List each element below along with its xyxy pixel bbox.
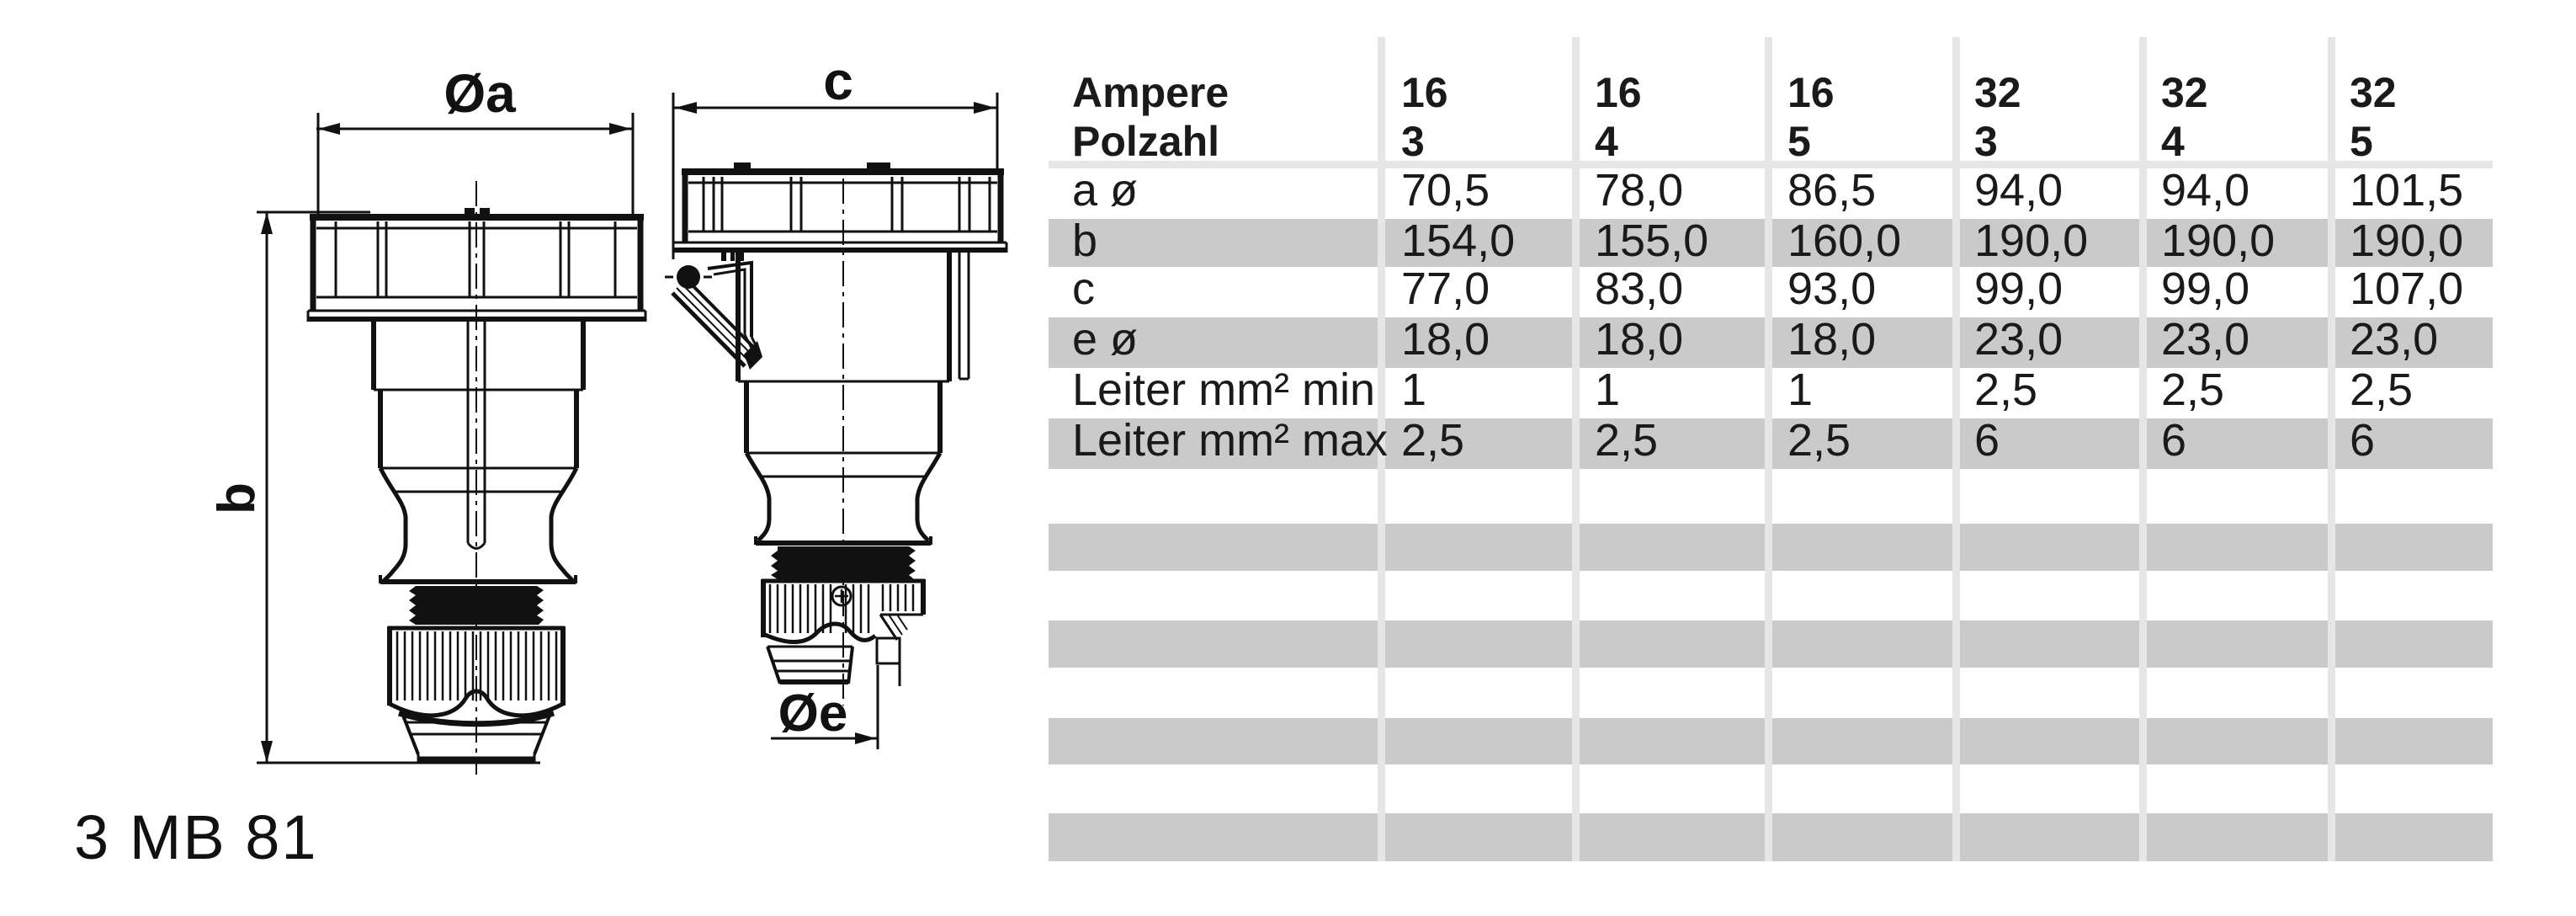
arrow-right-icon — [855, 732, 876, 744]
side-view — [665, 93, 1006, 749]
table-cell: 2,5 — [2350, 365, 2414, 415]
arrow-down-icon — [261, 741, 273, 763]
front-view — [257, 113, 645, 775]
row-label: a ø — [1072, 165, 1139, 216]
header-value: 4 — [2161, 118, 2185, 165]
arrow-up-icon — [261, 212, 273, 234]
table-cell: 70,5 — [1401, 165, 1490, 216]
table-cell: 6 — [2350, 415, 2376, 466]
table-cell: 23,0 — [2350, 314, 2439, 365]
table-cell: 1 — [1401, 365, 1427, 415]
header-value: 4 — [1595, 118, 1618, 165]
table-cell: 94,0 — [1974, 165, 2063, 216]
header-value: 32 — [2161, 69, 2208, 116]
part-number: 3 MB 81 — [74, 802, 318, 872]
header-value: 5 — [2350, 118, 2373, 165]
row-label: b — [1072, 216, 1098, 266]
header-value: 16 — [1595, 69, 1642, 116]
arrow-left-icon — [318, 123, 340, 135]
row-label: Leiter mm² max — [1072, 415, 1389, 466]
column-separator — [1572, 37, 1580, 861]
table-cell: 190,0 — [2350, 216, 2464, 266]
table-cell: 78,0 — [1595, 165, 1684, 216]
arrow-right-icon — [974, 102, 996, 114]
latch-pivot — [677, 265, 700, 289]
table-cell: 1 — [1787, 365, 1814, 415]
dim-label-c: c — [823, 51, 853, 111]
column-separator — [2328, 37, 2335, 861]
spec-table — [1049, 0, 2493, 916]
header-label: Polzahl — [1072, 118, 1220, 165]
table-cell: 99,0 — [2161, 264, 2250, 314]
table-cell: 2,5 — [1787, 415, 1851, 466]
table-cell: 101,5 — [2350, 165, 2464, 216]
table-cell: 93,0 — [1787, 264, 1877, 314]
table-cell: 1 — [1595, 365, 1621, 415]
row-label: c — [1072, 264, 1095, 314]
header-value: 3 — [1401, 118, 1425, 165]
table-cell: 18,0 — [1401, 314, 1490, 365]
header-value: 16 — [1401, 69, 1448, 116]
table-cell: 18,0 — [1787, 314, 1877, 365]
column-separator — [1952, 37, 1960, 861]
table-cell: 2,5 — [1974, 365, 2038, 415]
table-cell: 2,5 — [1401, 415, 1465, 466]
arrow-left-icon — [675, 102, 697, 114]
table-cell: 107,0 — [2350, 264, 2464, 314]
table-cell: 83,0 — [1595, 264, 1684, 314]
table-cell: 2,5 — [2161, 365, 2225, 415]
table-cell: 155,0 — [1595, 216, 1709, 266]
table-cell: 190,0 — [1974, 216, 2089, 266]
table-cell: 99,0 — [1974, 264, 2063, 314]
column-separator — [2139, 37, 2147, 861]
table-cell: 23,0 — [2161, 314, 2250, 365]
table-cell: 2,5 — [1595, 415, 1659, 466]
technical-drawing — [0, 0, 1049, 916]
dim-label-dia-a: Øa — [443, 63, 516, 124]
table-cell: 160,0 — [1787, 216, 1902, 266]
arrow-right-icon — [609, 123, 631, 135]
header-value: 32 — [1974, 69, 2021, 116]
header-value: 32 — [2350, 69, 2397, 116]
table-cell: 23,0 — [1974, 314, 2063, 365]
row-label: Leiter mm² min — [1072, 365, 1376, 415]
table-cell: 6 — [2161, 415, 2187, 466]
header-value: 16 — [1787, 69, 1835, 116]
table-cell: 94,0 — [2161, 165, 2250, 216]
table-cell: 190,0 — [2161, 216, 2276, 266]
row-label: e ø — [1072, 314, 1139, 365]
latch — [665, 253, 762, 370]
dim-label-b: b — [208, 482, 266, 514]
column-separator — [1765, 37, 1772, 861]
table-cell: 154,0 — [1401, 216, 1516, 266]
table-cell: 18,0 — [1595, 314, 1684, 365]
header-value: 3 — [1974, 118, 1998, 165]
dim-label-dia-e: Øe — [778, 684, 848, 743]
table-cell: 77,0 — [1401, 264, 1490, 314]
table-cell: 86,5 — [1787, 165, 1877, 216]
table-cell: 6 — [1974, 415, 2000, 466]
header-label: Ampere — [1072, 69, 1230, 116]
header-value: 5 — [1787, 118, 1811, 165]
